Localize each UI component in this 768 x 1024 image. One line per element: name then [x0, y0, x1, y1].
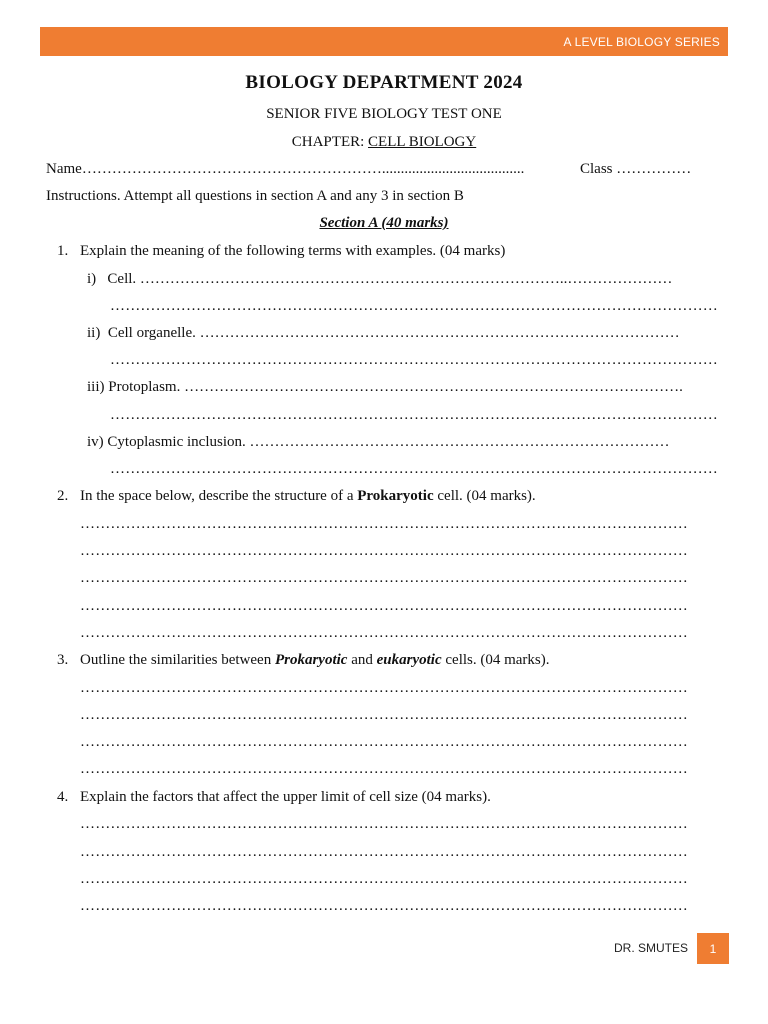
chapter-label: CHAPTER: [291, 134, 369, 150]
answer-line: ………………………………………………………………………………………………………… [110, 352, 718, 368]
answer-line: ………………………………………………………………………………………………………… [80, 734, 688, 750]
section-a-title: Section A (40 marks) [319, 215, 449, 231]
answer-line: ………………………………………………………………………………………………………… [80, 761, 688, 777]
page-title: BIOLOGY DEPARTMENT 2024 [245, 72, 523, 93]
q3-term-eukaryotic: eukaryotic [376, 652, 442, 668]
chapter-name: CELL BIOLOGY [368, 134, 477, 150]
q3-number: 3. [57, 652, 69, 668]
series-title: A LEVEL BIOLOGY SERIES [563, 34, 720, 49]
answer-line: ………………………………………………………………………………………………………… [80, 625, 688, 641]
q4-number: 4. [57, 789, 69, 805]
answer-line: ………………………………………………………………………………………………………… [80, 543, 688, 559]
q1-term-i: i) Cell. …………………………………………………………………………..………………… [87, 271, 673, 287]
q3-text-mid: and [347, 652, 377, 668]
answer-line: ………………………………………………………………………………………………………… [80, 707, 688, 723]
q1-term-iv: iv) Cytoplasmic inclusion. ………………………………………………………………………… [87, 434, 670, 450]
answer-line: ………………………………………………………………………………………………………… [80, 570, 688, 586]
footer-author: DR. SMUTES [614, 941, 689, 955]
q2-text [80, 488, 536, 505]
q3-term-prokaryotic: Prokaryotic [274, 652, 348, 668]
answer-line: ………………………………………………………………………………………………………… [110, 461, 718, 477]
answer-line: ………………………………………………………………………………………………………… [110, 407, 718, 423]
q2-text-pre: In the space below, describe the structure of a [80, 488, 358, 504]
q2-bold-term: Prokaryotic [357, 488, 434, 504]
q1-number: 1. [57, 243, 69, 259]
answer-line: ………………………………………………………………………………………………………… [80, 898, 688, 914]
answer-line: ………………………………………………………………………………………………………… [80, 516, 688, 532]
answer-line: ………………………………………………………………………………………………………… [110, 298, 718, 314]
page-number-badge [697, 933, 729, 964]
answer-line: ………………………………………………………………………………………………………… [80, 844, 688, 860]
q1-term-ii: ii) Cell organelle. …………………………………………………………………………………… [87, 325, 680, 341]
answer-line: ………………………………………………………………………………………………………… [80, 816, 688, 832]
q4-text: Explain the factors that affect the upper limit of cell size (04 marks). [80, 789, 491, 805]
page-number: 1 [709, 941, 717, 956]
answer-line: ………………………………………………………………………………………………………… [80, 598, 688, 614]
q1-term-iii: iii) Protoplasm. ………………………………………………………………………………………. [87, 379, 683, 395]
answer-line: ………………………………………………………………………………………………………… [80, 680, 688, 696]
answer-line: ………………………………………………………………………………………………………… [80, 871, 688, 887]
header-bar [40, 27, 728, 56]
test-subtitle: SENIOR FIVE BIOLOGY TEST ONE [266, 106, 502, 122]
class-field: Class …………… [580, 161, 692, 177]
q2-number: 2. [57, 488, 69, 504]
q3-text [80, 652, 550, 669]
instructions: Instructions. Attempt all questions in section A and any 3 in section B [46, 188, 464, 204]
q2-text-post: cell. (04 marks). [433, 488, 536, 504]
q3-text-pre: Outline the similarities between [80, 652, 275, 668]
chapter-line [0, 134, 768, 151]
name-field: Name……………………………………………………...................................... [46, 161, 525, 177]
q3-text-post: cells. (04 marks). [441, 652, 550, 668]
q1-text: Explain the meaning of the following terms with examples. (04 marks) [80, 243, 506, 259]
